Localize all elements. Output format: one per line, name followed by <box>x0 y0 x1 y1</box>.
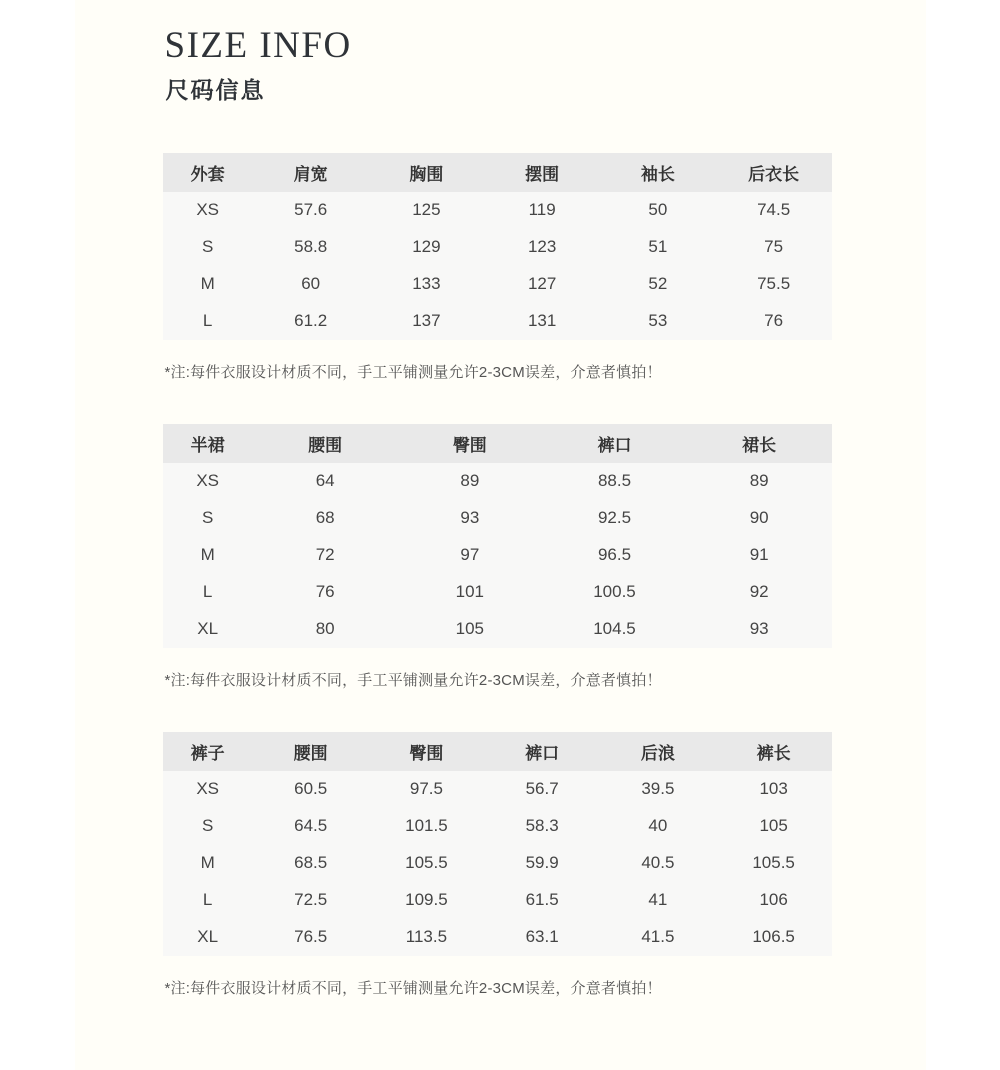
table-row <box>163 303 832 340</box>
measurement-cell: 74.5 <box>757 200 791 220</box>
measurement-cell: 60.5 <box>294 779 328 799</box>
measurement-cell: 125 <box>412 200 441 220</box>
measure-note: *注:每件衣服设计材质不同，手工平铺测量允许2-3CM误差，介意者慎拍！ <box>164 363 662 381</box>
measurement-cell: 76 <box>764 311 784 331</box>
table-category-header: 外套 <box>163 153 253 192</box>
measurement-cell: 105 <box>759 816 788 836</box>
measurement-cell: 97 <box>460 545 480 565</box>
size-label-cell: S <box>201 237 214 257</box>
size-label-cell: S <box>201 816 214 836</box>
page-title-en: SIZE INFO <box>164 25 352 66</box>
measurement-cell: 100.5 <box>593 582 636 602</box>
measurement-cell: 58.8 <box>294 237 328 257</box>
table-row <box>163 574 832 611</box>
column-header: 后浪 <box>600 732 716 771</box>
column-header: 裤长 <box>716 732 832 771</box>
measurement-cell: 123 <box>527 237 557 257</box>
size-table-section <box>163 424 832 690</box>
measurement-cell: 40.5 <box>641 853 675 873</box>
table-row <box>163 808 832 845</box>
measurement-cell: 101.5 <box>405 816 448 836</box>
measurement-cell: 72.5 <box>294 890 328 910</box>
measurement-cell: 63.1 <box>525 927 559 947</box>
table-body <box>163 192 832 340</box>
page-title-zh: 尺码信息 <box>165 76 266 103</box>
size-info-card <box>75 0 926 1070</box>
measurement-cell: 59.9 <box>525 853 559 873</box>
tables-container <box>163 153 832 998</box>
table-body <box>163 771 832 956</box>
measurement-cell: 58.3 <box>525 816 559 836</box>
measurement-cell: 80 <box>315 619 335 639</box>
measurement-cell: 89 <box>749 471 769 491</box>
measurement-cell: 101 <box>455 582 484 602</box>
measurement-cell: 105 <box>455 619 484 639</box>
measurement-cell: 92.5 <box>597 508 632 528</box>
measurement-cell: 109.5 <box>405 890 448 910</box>
column-header: 后衣长 <box>716 153 832 192</box>
size-label-cell: XS <box>196 779 219 799</box>
measurement-cell: 137 <box>412 311 441 331</box>
measurement-cell: 41.5 <box>641 927 675 947</box>
measure-note: *注:每件衣服设计材质不同，手工平铺测量允许2-3CM误差，介意者慎拍！ <box>164 979 662 997</box>
size-label-cell: L <box>202 890 213 910</box>
measurement-cell: 129 <box>412 237 441 257</box>
size-label-cell: L <box>202 311 213 331</box>
size-table <box>163 153 832 340</box>
table-row <box>163 266 832 303</box>
table-category-header: 半裙 <box>163 424 253 463</box>
title-block <box>165 26 832 105</box>
size-label-cell: M <box>200 545 215 565</box>
size-label-cell: XS <box>196 200 219 220</box>
size-label-cell: XL <box>197 619 219 639</box>
table-row <box>163 882 832 919</box>
measurement-cell: 61.5 <box>525 890 559 910</box>
measurement-cell: 76 <box>315 582 335 602</box>
size-label-cell: S <box>201 508 214 528</box>
measurement-cell: 93 <box>460 508 480 528</box>
column-header: 腰围 <box>253 732 369 771</box>
measurement-cell: 91 <box>749 545 769 565</box>
table-row <box>163 463 832 500</box>
measurement-cell: 72 <box>315 545 335 565</box>
measure-note: *注:每件衣服设计材质不同，手工平铺测量允许2-3CM误差，介意者慎拍！ <box>164 671 662 689</box>
table-row <box>163 500 832 537</box>
size-label-cell: XS <box>196 471 219 491</box>
measurement-cell: 103 <box>759 779 788 799</box>
table-header-row <box>163 424 832 463</box>
column-header: 裤口 <box>484 732 600 771</box>
measurement-cell: 52 <box>648 274 668 294</box>
size-label-cell: XL <box>197 927 219 947</box>
measurement-cell: 68.5 <box>294 853 328 873</box>
table-header-row <box>163 732 832 771</box>
size-table <box>163 732 832 956</box>
table-row <box>163 771 832 808</box>
measurement-cell: 53 <box>648 311 668 331</box>
measurement-cell: 75.5 <box>757 274 791 294</box>
table-header-row <box>163 153 832 192</box>
measurement-cell: 96.5 <box>597 545 632 565</box>
column-header: 胸围 <box>369 153 485 192</box>
size-label-cell: L <box>202 582 213 602</box>
table-row <box>163 611 832 648</box>
measurement-cell: 92 <box>749 582 769 602</box>
measurement-cell: 106 <box>759 890 788 910</box>
measurement-cell: 88.5 <box>597 471 632 491</box>
size-label-cell: M <box>200 853 215 873</box>
measurement-cell: 105.5 <box>405 853 448 873</box>
measurement-cell: 119 <box>528 200 556 220</box>
measurement-cell: 56.7 <box>525 779 559 799</box>
measurement-cell: 89 <box>460 471 480 491</box>
measurement-cell: 60 <box>301 274 321 294</box>
measurement-cell: 68 <box>315 508 335 528</box>
size-table-section <box>163 732 832 998</box>
measurement-cell: 90 <box>749 508 769 528</box>
size-label-cell: M <box>200 274 215 294</box>
column-header: 摆围 <box>484 153 600 192</box>
table-body <box>163 463 832 648</box>
measurement-cell: 127 <box>527 274 557 294</box>
measurement-cell: 97.5 <box>409 779 443 799</box>
measurement-cell: 39.5 <box>641 779 675 799</box>
measurement-cell: 133 <box>412 274 441 294</box>
table-row <box>163 192 832 229</box>
measurement-cell: 57.6 <box>294 200 328 220</box>
size-table-section <box>163 153 832 382</box>
measurement-cell: 131 <box>527 311 557 331</box>
measurement-cell: 105.5 <box>752 853 795 873</box>
measurement-cell: 51 <box>648 237 668 257</box>
measurement-cell: 61.2 <box>294 311 328 331</box>
column-header: 臀围 <box>369 732 485 771</box>
column-header: 肩宽 <box>253 153 369 192</box>
measurement-cell: 64 <box>315 471 335 491</box>
measurement-cell: 106.5 <box>752 927 795 947</box>
table-row <box>163 919 832 956</box>
measurement-cell: 64.5 <box>294 816 328 836</box>
size-table <box>163 424 832 648</box>
measurement-cell: 75 <box>764 237 784 257</box>
column-header: 臀围 <box>397 424 542 463</box>
measurement-cell: 93 <box>749 619 769 639</box>
measurement-cell: 40 <box>648 816 668 836</box>
measurement-cell: 41 <box>648 890 668 910</box>
measurement-cell: 50 <box>648 200 668 220</box>
column-header: 袖长 <box>600 153 716 192</box>
column-header: 腰围 <box>253 424 398 463</box>
measurement-cell: 76.5 <box>294 927 328 947</box>
column-header: 裤口 <box>542 424 687 463</box>
measurement-cell: 113.5 <box>405 927 448 947</box>
column-header: 裙长 <box>687 424 832 463</box>
measurement-cell: 104.5 <box>593 619 636 639</box>
table-row <box>163 229 832 266</box>
table-category-header: 裤子 <box>163 732 253 771</box>
table-row <box>163 537 832 574</box>
table-row <box>163 845 832 882</box>
